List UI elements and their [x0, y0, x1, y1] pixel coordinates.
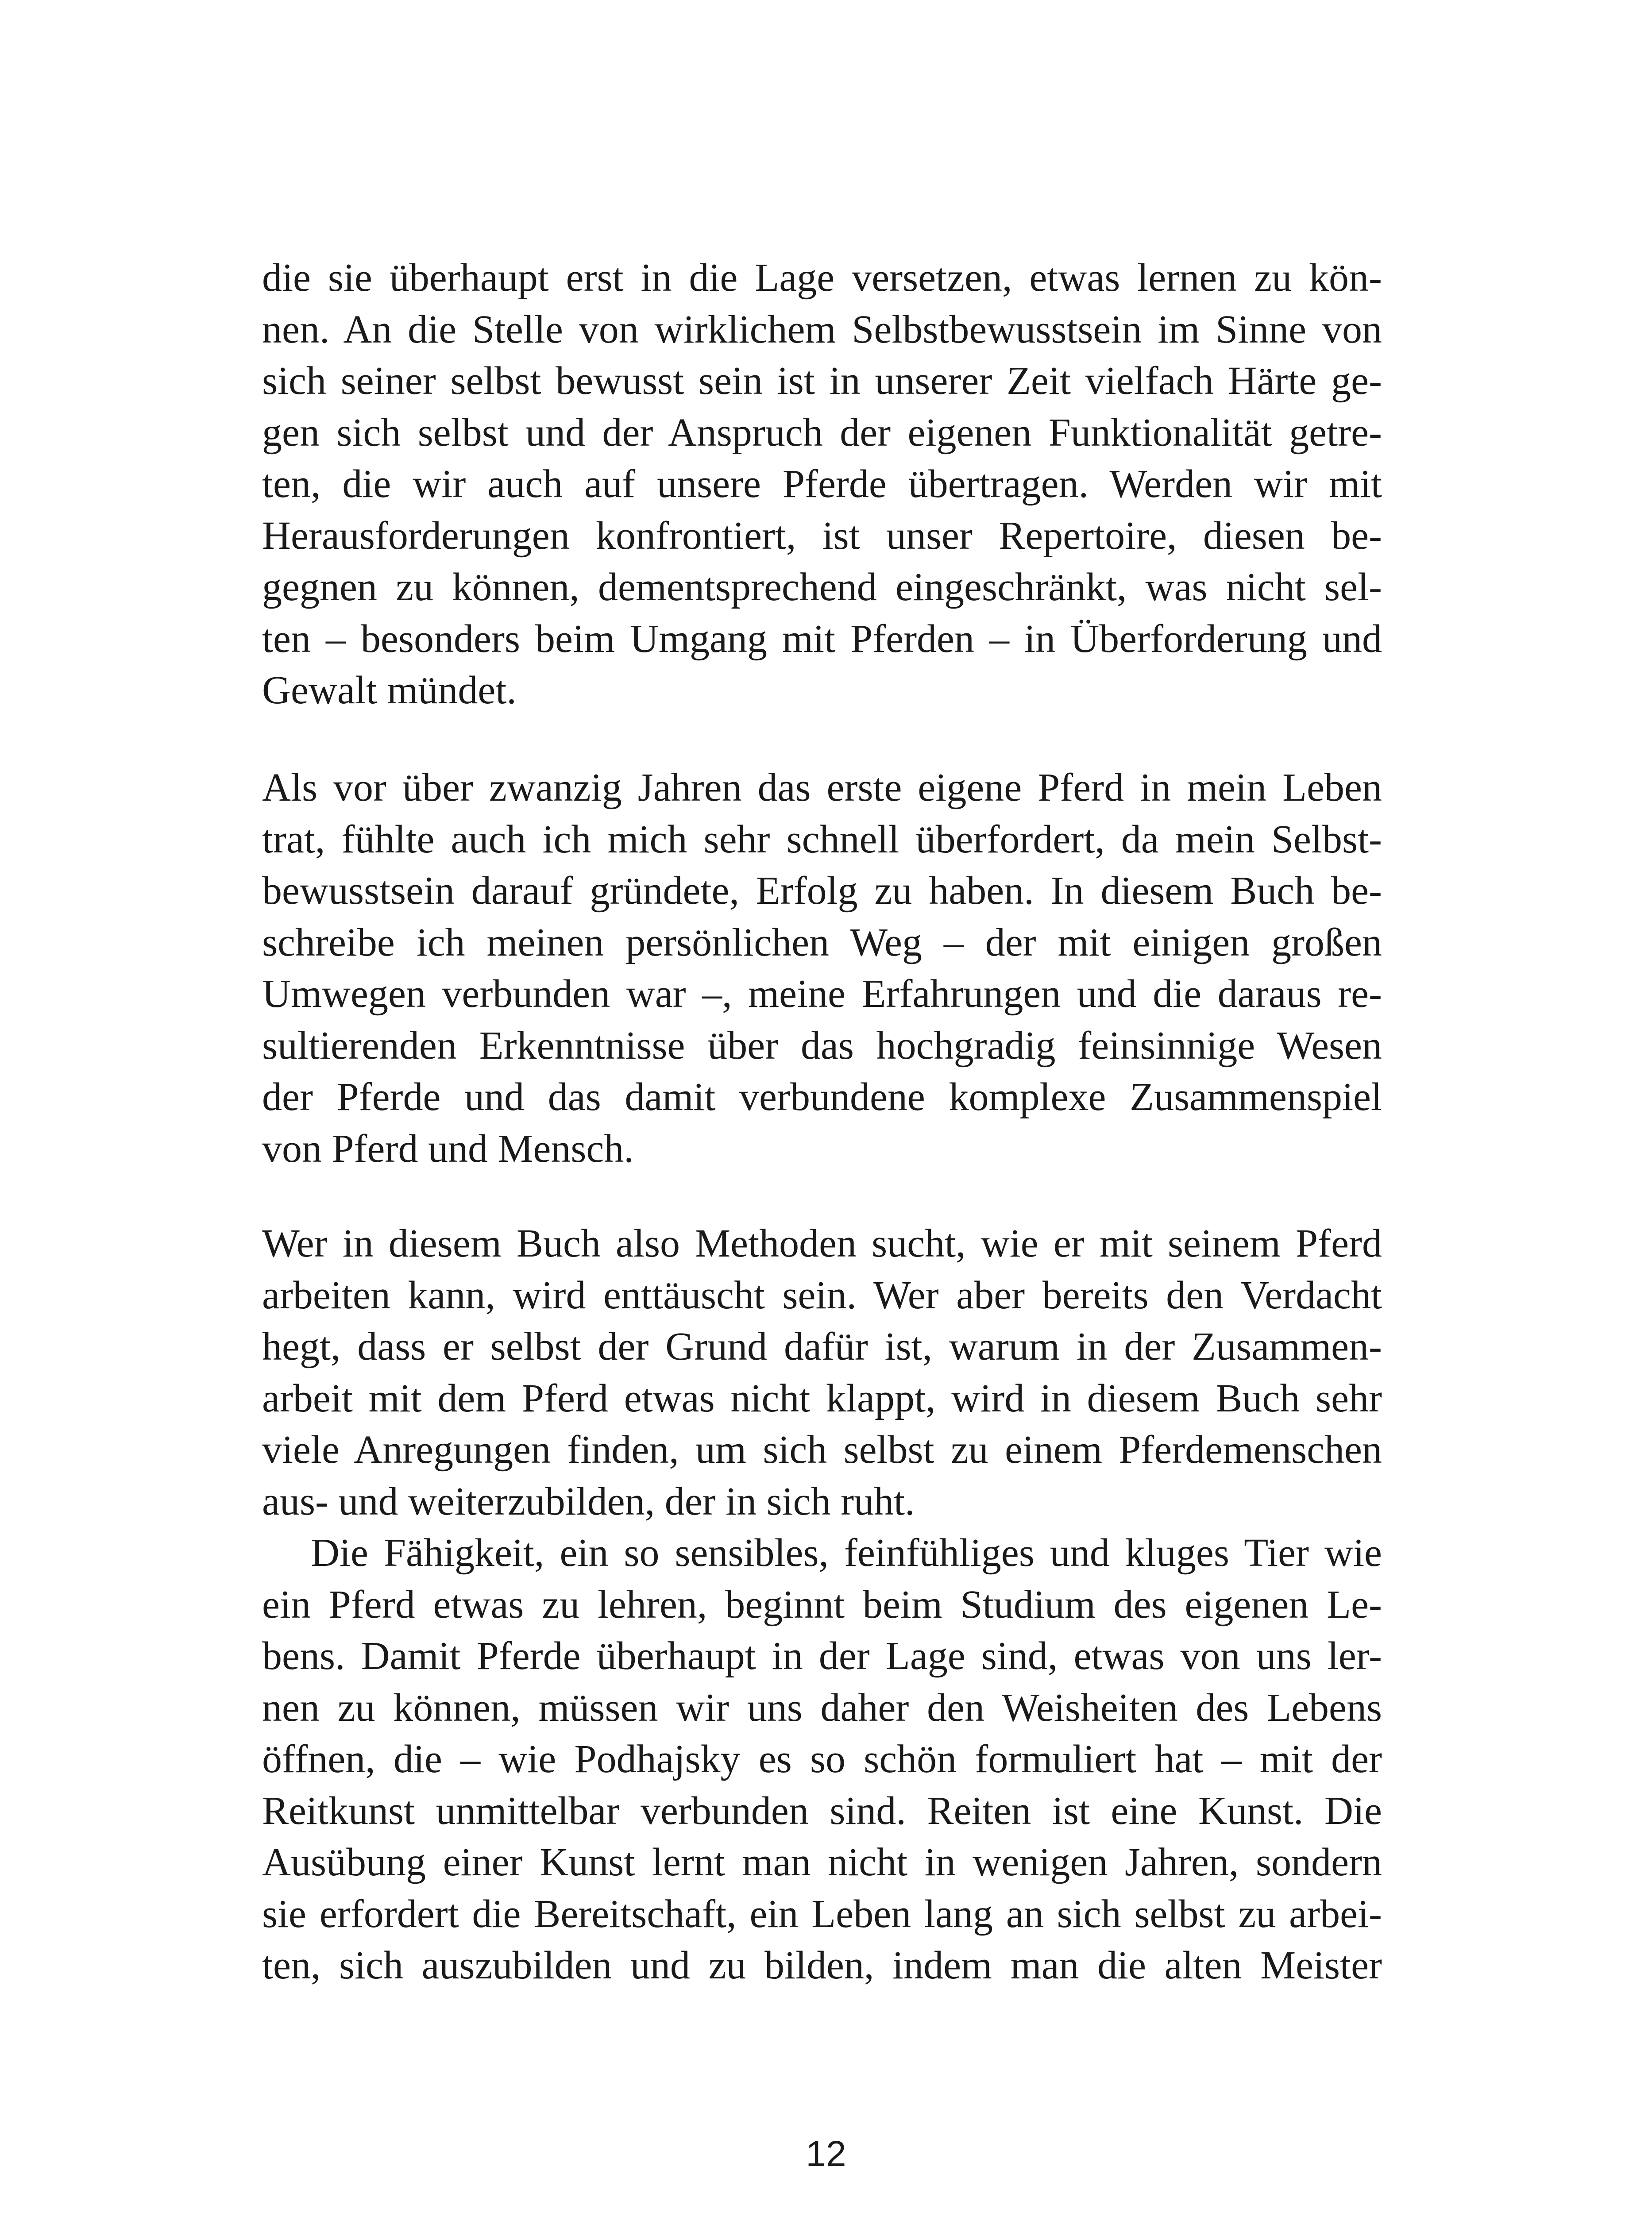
- text-line: Als vor über zwanzig Jahren das erste eigene Pferd in mein Leben: [262, 766, 1382, 810]
- text-line: Reitkunst unmittelbar verbunden sind. Reiten ist eine Kunst. Die: [262, 1789, 1382, 1833]
- text-line: nen. An die Stelle von wirklichem Selbstbewusstsein im Sinne von: [262, 307, 1382, 351]
- text-line: ten, die wir auch auf unsere Pferde übertragen. Werden wir mit: [262, 462, 1382, 506]
- text-line: ein Pferd etwas zu lehren, beginnt beim Studium des eigenen Le-: [262, 1582, 1382, 1627]
- paragraph-2: [262, 762, 1382, 1175]
- text-line: hegt, dass er selbst der Grund dafür ist, warum in der Zusammen-: [262, 1325, 1382, 1369]
- text-line: Wer in diesem Buch also Methoden sucht, wie er mit seinem Pferd: [262, 1222, 1382, 1265]
- text-line: schreibe ich meinen persönlichen Weg – der mit einigen großen: [262, 920, 1382, 964]
- text-line: Umwegen verbunden war –, meine Erfahrungen und die daraus re-: [262, 972, 1382, 1016]
- text-line: öffnen, die – wie Podhajsky es so schön formuliert hat – mit der: [262, 1737, 1382, 1781]
- paragraph-1: [262, 252, 1382, 717]
- text-line: Die Fähigkeit, ein so sensibles, feinfühliges und kluges Tier wie: [311, 1531, 1382, 1575]
- text-line: arbeiten kann, wird enttäuscht sein. Wer aber bereits den Verdacht: [262, 1273, 1382, 1317]
- text-line: nen zu können, müssen wir uns daher den Weisheiten des Lebens: [262, 1685, 1382, 1730]
- text-line: sie erfordert die Bereitschaft, ein Leben lang an sich selbst zu arbei-: [262, 1892, 1382, 1936]
- text-line: ten, sich auszubilden und zu bilden, indem man die alten Meister: [262, 1943, 1382, 1987]
- page-number: 12: [806, 2134, 846, 2174]
- text-line: Herausforderungen konfrontiert, ist unser Repertoire, diesen be-: [262, 513, 1382, 558]
- text-line: die sie überhaupt erst in die Lage versetzen, etwas lernen zu kön-: [262, 256, 1382, 300]
- text-line: der Pferde und das damit verbundene komplexe Zusammenspiel: [262, 1075, 1382, 1119]
- text-line: bens. Damit Pferde überhaupt in der Lage sind, etwas von uns ler-: [262, 1634, 1382, 1678]
- paragraph-3: [262, 1218, 1382, 1992]
- text-line: Ausübung einer Kunst lernt man nicht in wenigen Jahren, sondern: [262, 1840, 1382, 1884]
- text-line: von Pferd und Mensch.: [262, 1126, 634, 1171]
- text-line: trat, fühlte auch ich mich sehr schnell überfordert, da mein Selbst-: [262, 817, 1382, 861]
- text-line: gen sich selbst und der Anspruch der eigenen Funktionalität getre-: [262, 410, 1382, 455]
- text-line: bewusstsein darauf gründete, Erfolg zu haben. In diesem Buch be-: [262, 869, 1382, 913]
- text-line: gegnen zu können, dementsprechend eingeschränkt, was nicht sel-: [262, 565, 1382, 609]
- text-line: ten – besonders beim Umgang mit Pferden – in Überforderung und: [262, 617, 1382, 661]
- text-line: arbeit mit dem Pferd etwas nicht klappt, wird in diesem Buch sehr: [262, 1376, 1382, 1420]
- text-line: viele Anregungen finden, um sich selbst zu einem Pferdemenschen: [262, 1428, 1382, 1472]
- text-line: sultierenden Erkenntnisse über das hochgradig feinsinnige Wesen: [262, 1023, 1382, 1068]
- text-line: Gewalt mündet.: [262, 668, 517, 712]
- text-line: aus- und weiterzubilden, der in sich ruht.: [262, 1479, 915, 1523]
- text-line: sich seiner selbst bewusst sein ist in unserer Zeit vielfach Härte ge-: [262, 359, 1382, 403]
